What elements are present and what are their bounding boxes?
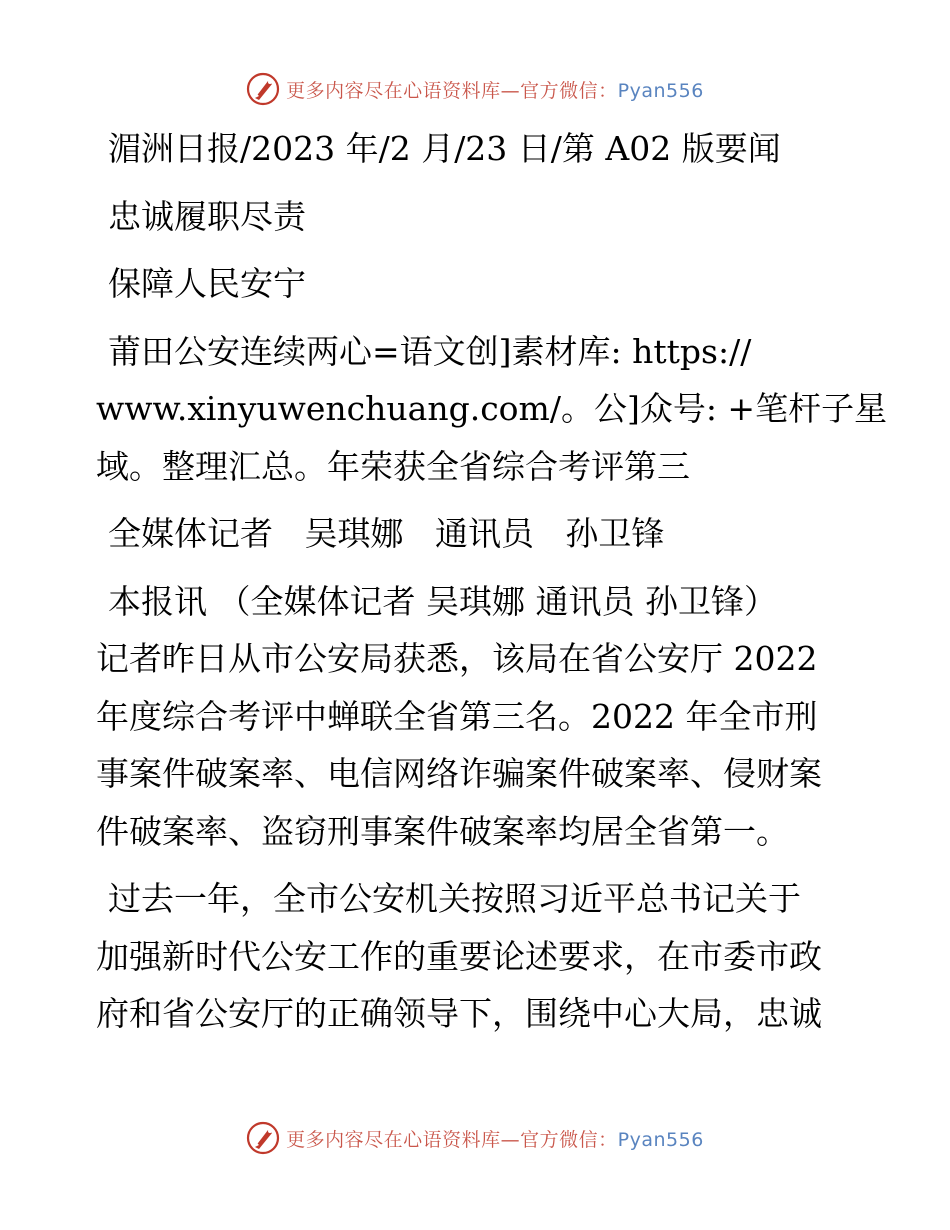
paragraph-line: 过去一年，全市公安机关按照习近平总书记关于 — [108, 879, 801, 918]
quill-pen-logo-icon — [246, 72, 280, 106]
watermark-account: Pyan556 — [617, 79, 704, 102]
paragraph-line: 记者昨日从市公安局获悉，该局在省公安厅 2022 — [96, 639, 818, 678]
subheadline — [96, 323, 888, 496]
paragraph-line: 本报讯 （全媒体记者 吴琪娜 通讯员 孙卫锋） — [108, 581, 777, 621]
watermark-text — [286, 76, 704, 103]
paragraph-line: 府和省公安厅的正确领导下，围绕中心大局，忠诚 — [96, 994, 822, 1033]
byline: 全媒体记者 吴琪娜 通讯员 孙卫锋 — [108, 514, 665, 553]
headline-line-1: 忠诚履职尽责 — [108, 196, 306, 236]
watermark-label: 更多内容尽在心语资料库—官方微信： — [286, 79, 618, 102]
paragraph-line: 年度综合考评中蝉联全省第三名。2022 年全市刑 — [96, 696, 818, 736]
header-watermark — [0, 72, 950, 106]
paragraph-1 — [96, 573, 852, 861]
article-body — [96, 120, 888, 1043]
source-line: 湄洲日报/2023 年/2 月/23 日/第 A02 版要闻 — [108, 129, 781, 168]
paragraph-2 — [96, 870, 852, 1043]
subheadline-line: www.xinyuwenchuang.com/。公]众号: +笔杆子星 — [96, 389, 888, 428]
subheadline-line: 域。整理汇总。年荣获全省综合考评第三 — [96, 446, 690, 486]
paragraph-line: 件破案率、盗窃刑事案件破案率均居全省第一。 — [96, 811, 789, 851]
watermark-label: 更多内容尽在心语资料库—官方微信： — [286, 1128, 618, 1151]
subheadline-line: 莆田公安连续两心=语文创]素材库: https:// — [108, 331, 752, 371]
watermark-text — [286, 1125, 704, 1152]
paragraph-line: 事案件破案率、电信网络诈骗案件破案率、侵财案 — [96, 754, 822, 793]
paragraph-line: 加强新时代公安工作的重要论述要求，在市委市政 — [96, 936, 822, 976]
watermark-account: Pyan556 — [617, 1128, 704, 1151]
footer-watermark — [0, 1121, 950, 1155]
headline-line-2: 保障人民安宁 — [108, 264, 306, 303]
quill-pen-logo-icon — [246, 1121, 280, 1155]
